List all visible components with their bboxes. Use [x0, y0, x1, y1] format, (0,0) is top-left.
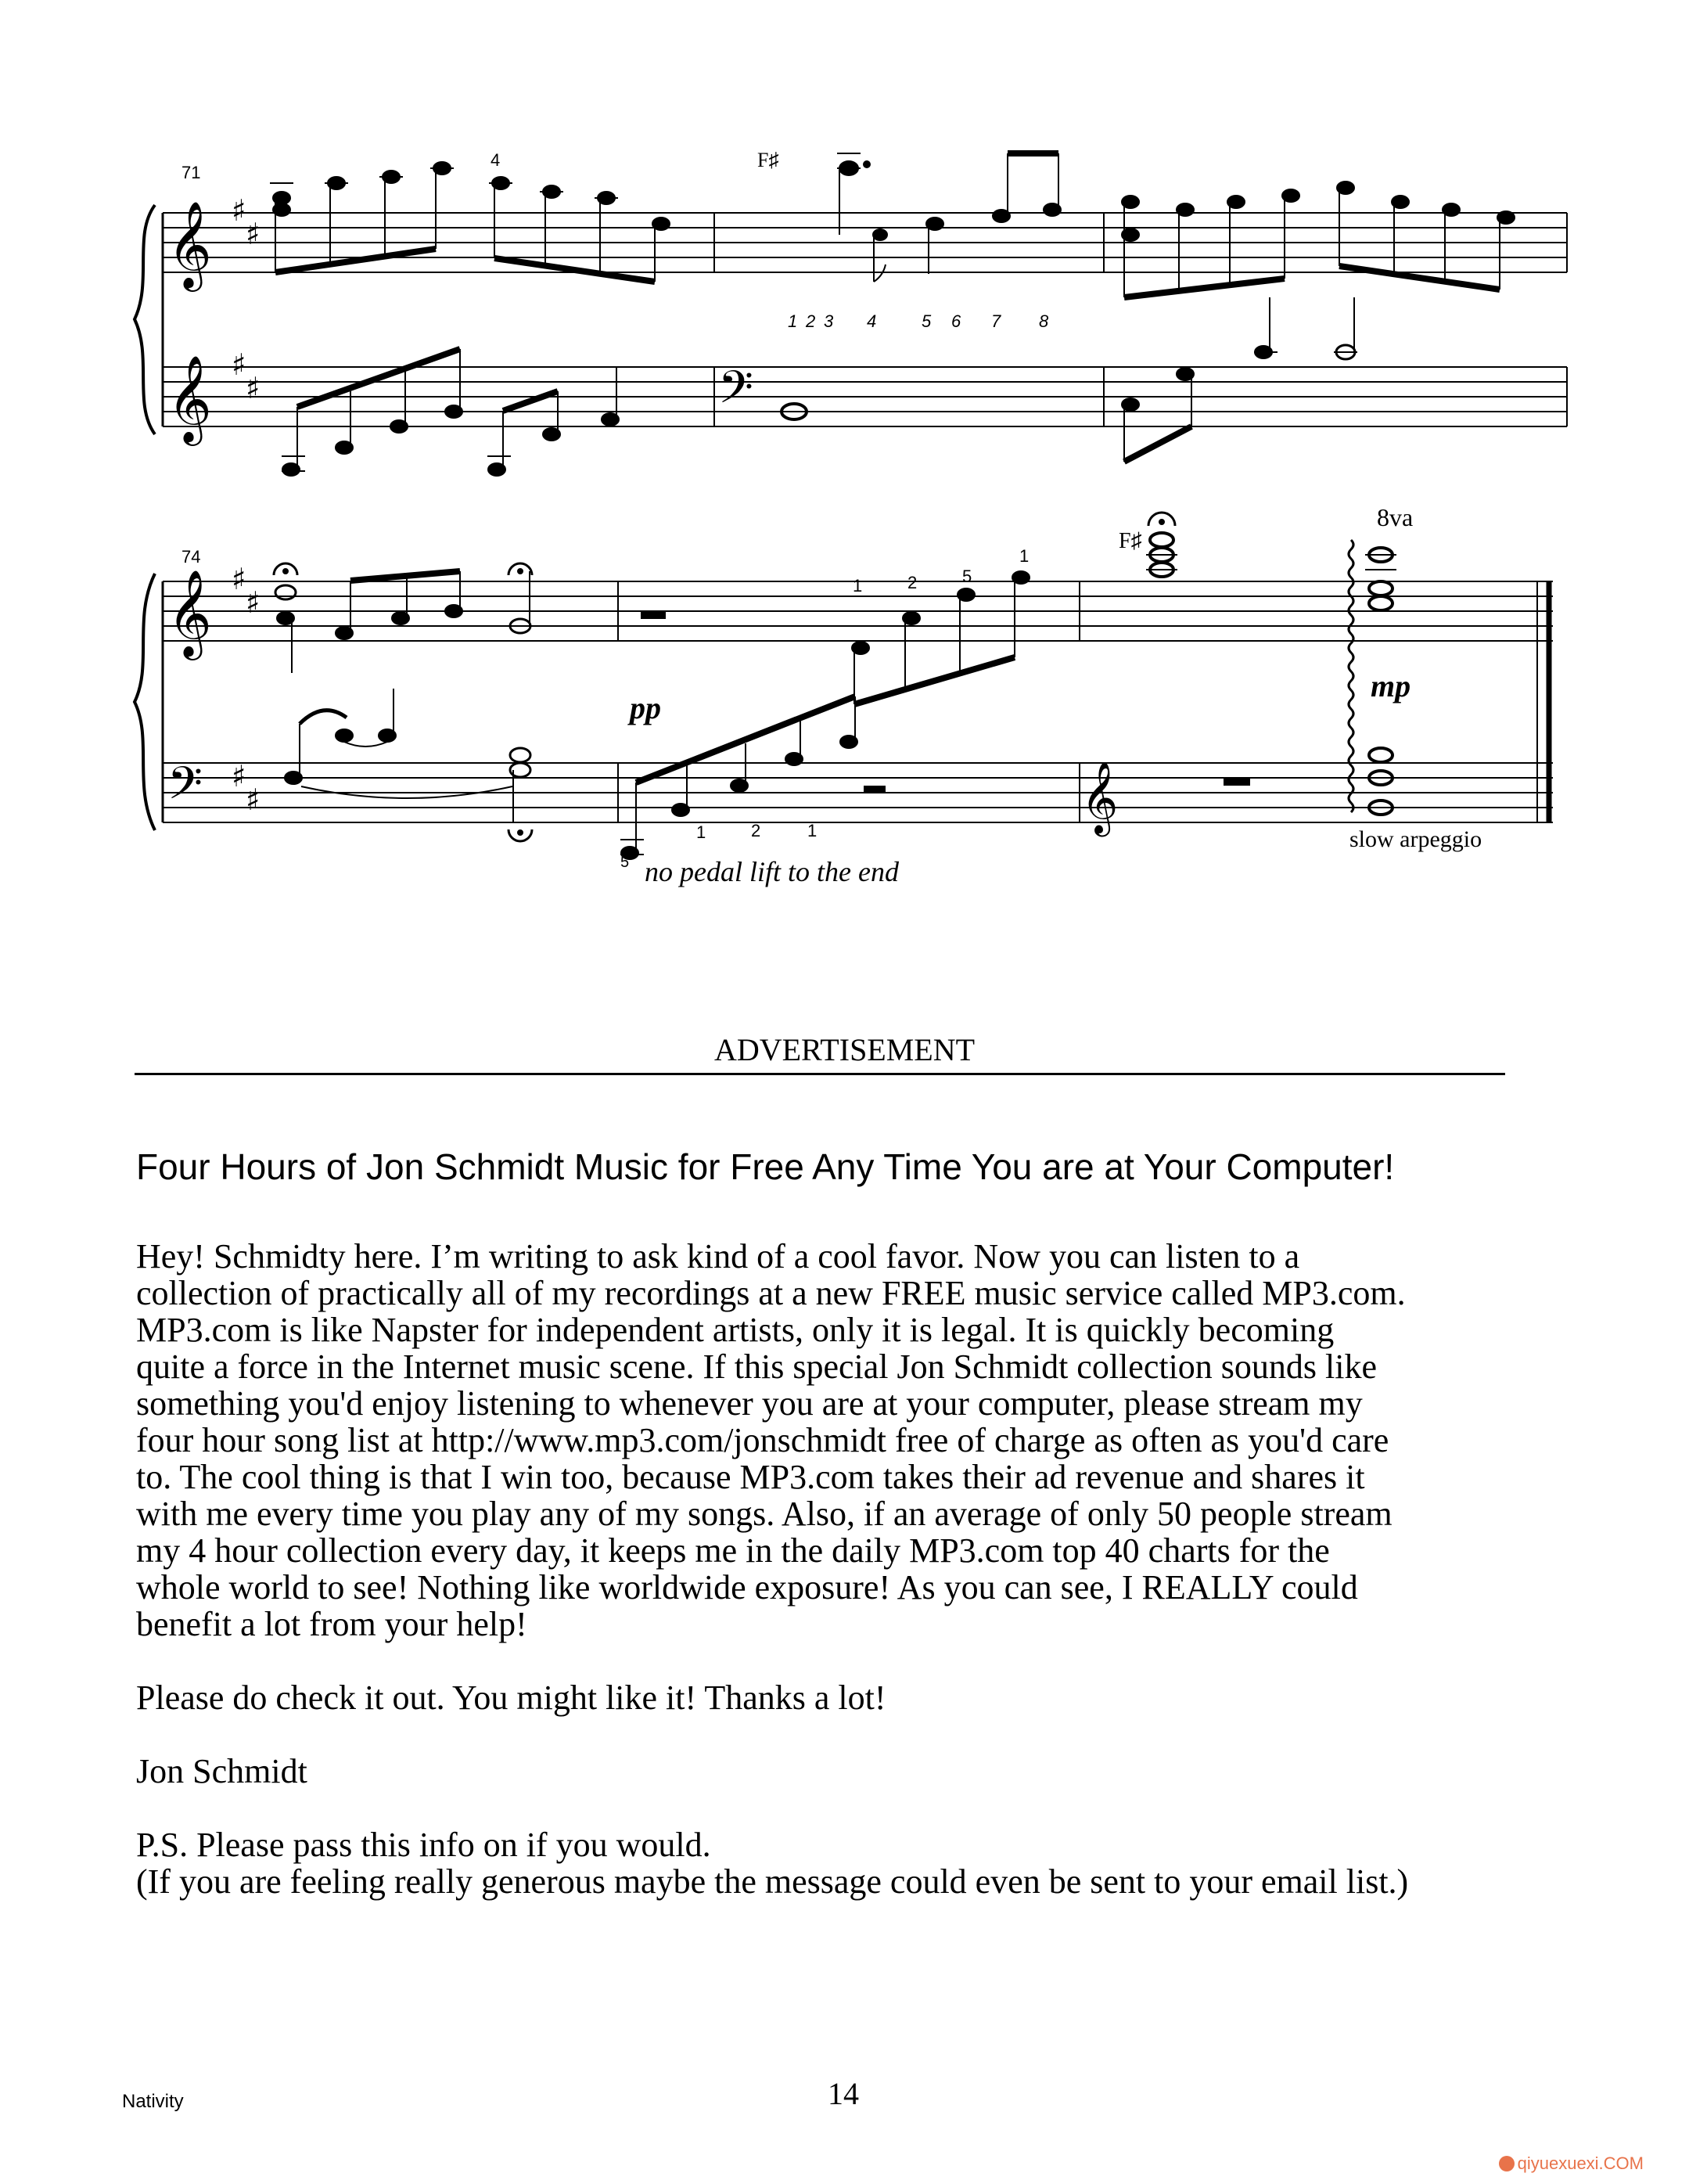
bass-clef-icon: 𝄢 — [718, 361, 754, 425]
sharp-icon: ♯ — [246, 585, 261, 620]
text-line: four hour song list at http://www.mp3.com/jonschmidt free of charge as often as you'd care — [136, 1421, 1389, 1459]
svg-text:6: 6 — [951, 311, 961, 331]
svg-text:5: 5 — [922, 311, 932, 331]
text-line: to. The cool thing is that I win too, because MP3.com takes their ad revenue and shares it — [136, 1458, 1365, 1496]
text-line: benefit a lot from your help! — [136, 1605, 527, 1643]
fingering: 4 — [491, 150, 501, 170]
fingering: 5 — [962, 567, 972, 586]
text-line: MP3.com is like Napster for independent artists, only it is legal. It is quickly becoming — [136, 1311, 1335, 1349]
sharp-icon: ♯ — [232, 347, 246, 382]
text-line: (If you are feeling really generous maybe the message could even be sent to your email list.) — [136, 1862, 1409, 1901]
paragraph-intro — [136, 1238, 1568, 1642]
measure-number: 71 — [181, 163, 201, 182]
postscript — [136, 1826, 1568, 1900]
watermark-logo-icon — [1499, 2156, 1515, 2171]
fingering: 1 — [696, 822, 706, 842]
count-numbers — [788, 311, 1049, 331]
svg-text:2: 2 — [806, 311, 816, 331]
treble-clef-icon: 𝄞 — [1081, 761, 1119, 833]
fingering: 1 — [1019, 546, 1030, 566]
staff-1-treble — [163, 213, 1567, 272]
dynamic-pianissimo: pp — [630, 690, 661, 725]
fingering: 2 — [751, 821, 761, 840]
svg-text:7: 7 — [991, 311, 1001, 331]
text-line: whole world to see! Nothing like worldwide exposure! As you can see, I REALLY could — [136, 1568, 1358, 1607]
watermark-text: qiyuexuexi.COM — [1517, 2153, 1644, 2173]
svg-text:1: 1 — [788, 311, 798, 331]
sharp-icon: ♯ — [246, 217, 261, 251]
grand-staff-brace — [135, 205, 155, 434]
text-line: with me every time you play any of my songs. Also, if an average of only 50 people stream — [136, 1495, 1393, 1533]
fingering: 1 — [807, 821, 818, 840]
sharp-icon: ♯ — [232, 562, 246, 596]
text-line: collection of practically all of my recordings at a new FREE music service called MP3.com. — [136, 1274, 1406, 1312]
system-1 — [135, 205, 1567, 434]
advertisement-title: Four Hours of Jon Schmidt Music for Free Any Time You are at Your Computer! — [136, 1146, 1395, 1187]
treble-clef-icon: 𝄞 — [167, 354, 212, 442]
text-line: Hey! Schmidty here. I’m writing to ask kind of a cool favor. Now you can listen to a — [136, 1237, 1300, 1275]
text-line: P.S. Please pass this info on if you would. — [136, 1826, 711, 1864]
treble-clef-icon: 𝄞 — [167, 569, 212, 657]
svg-text:8: 8 — [1039, 311, 1049, 331]
bass-clef-icon: 𝄢 — [167, 757, 203, 821]
paragraph-thanks: Please do check it out. You might like it! Thanks a lot! — [136, 1678, 886, 1717]
text-line: my 4 hour collection every day, it keeps me in the daily MP3.com top 40 charts for the — [136, 1531, 1330, 1570]
heading-divider — [135, 1073, 1505, 1075]
fingering: 1 — [853, 576, 863, 595]
octave-marking: 8va — [1377, 503, 1414, 531]
sharp-icon: ♯ — [246, 371, 261, 405]
fingering: 2 — [907, 573, 918, 592]
advertisement-heading: ADVERTISEMENT — [713, 1032, 976, 1067]
footer-title: Nativity — [122, 2091, 184, 2112]
staff-1-lower — [163, 367, 1567, 426]
chord-symbol: F♯ — [1119, 529, 1142, 553]
dynamic-mezzo-piano: mp — [1371, 668, 1411, 703]
measure-number: 74 — [181, 547, 201, 567]
sharp-icon: ♯ — [246, 783, 261, 817]
page-number: 14 — [828, 2076, 859, 2111]
note — [873, 229, 887, 240]
text-line: quite a force in the Internet music scene. If this special Jon Schmidt collection sounds like — [136, 1347, 1378, 1386]
svg-text:3: 3 — [824, 311, 834, 331]
pedal-instruction: no pedal lift to the end — [645, 856, 899, 887]
svg-text:4: 4 — [867, 311, 877, 331]
system-1-notes — [270, 153, 1515, 476]
watermark — [1499, 2153, 1644, 2174]
grand-staff-brace — [135, 574, 155, 830]
fingering: 5 — [620, 854, 630, 871]
arpeggio-instruction: slow arpeggio — [1349, 826, 1482, 852]
treble-clef-icon: 𝄞 — [167, 200, 212, 288]
signature: Jon Schmidt — [136, 1752, 307, 1790]
sharp-icon: ♯ — [232, 193, 246, 228]
text-line: something you'd enjoy listening to whenever you are at your computer, please stream my — [136, 1384, 1363, 1423]
music-score — [0, 0, 1689, 908]
staff-2-lower — [163, 763, 1553, 822]
sharp-icon: ♯ — [232, 759, 246, 793]
advertisement-body — [136, 1238, 1568, 1937]
chord-symbol: F♯ — [757, 149, 779, 171]
